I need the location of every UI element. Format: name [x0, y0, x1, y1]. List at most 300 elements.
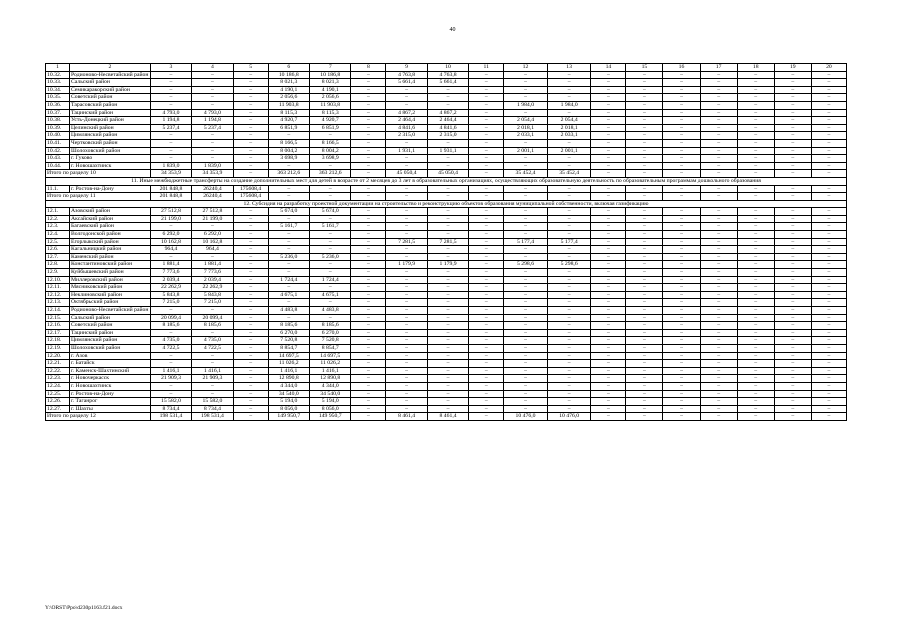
value-cell: – — [150, 360, 191, 368]
column-number: 20 — [811, 64, 846, 72]
value-cell: – — [774, 117, 811, 125]
value-cell: – — [700, 413, 737, 421]
value-cell: – — [811, 79, 846, 87]
value-cell: 2 464,4 — [427, 117, 468, 125]
value-cell: – — [626, 185, 663, 193]
value-cell: – — [469, 170, 504, 178]
value-cell: 1 931,1 — [427, 147, 468, 155]
value-cell: – — [268, 193, 309, 201]
value-cell: – — [351, 170, 386, 178]
value-cell: – — [504, 269, 548, 277]
row-code: 12.16. — [46, 322, 70, 330]
value-cell: – — [700, 382, 737, 390]
value-cell: – — [591, 322, 626, 330]
municipality-name: Миллеровский район — [70, 276, 151, 284]
municipality-name: Советский район — [70, 94, 151, 102]
value-cell: – — [700, 162, 737, 170]
value-cell: – — [469, 375, 504, 383]
value-cell: 8 461,4 — [427, 413, 468, 421]
value-cell: – — [351, 307, 386, 315]
value-cell: 8 021,3 — [310, 79, 351, 87]
value-cell: – — [192, 79, 233, 87]
value-cell: – — [591, 109, 626, 117]
value-cell: – — [737, 398, 774, 406]
value-cell: – — [663, 375, 700, 383]
value-cell: – — [504, 352, 548, 360]
value-cell: – — [547, 246, 591, 254]
value-cell: – — [774, 170, 811, 178]
value-cell: – — [386, 223, 427, 231]
value-cell: – — [547, 94, 591, 102]
municipality-name: г. Таганрог — [70, 398, 151, 406]
value-cell: 2 056,6 — [310, 94, 351, 102]
value-cell: – — [737, 132, 774, 140]
value-cell: – — [427, 139, 468, 147]
value-cell: 5 661,4 — [386, 79, 427, 87]
value-cell: – — [663, 322, 700, 330]
value-cell: – — [737, 382, 774, 390]
table-row — [46, 307, 847, 315]
value-cell: – — [386, 405, 427, 413]
table-row — [46, 276, 847, 284]
value-cell: – — [591, 276, 626, 284]
table-row — [46, 322, 847, 330]
value-cell: 8 854,7 — [268, 344, 309, 352]
value-cell: – — [547, 375, 591, 383]
value-cell: – — [351, 162, 386, 170]
value-cell: – — [626, 299, 663, 307]
value-cell: – — [774, 314, 811, 322]
value-cell: 7 281,5 — [427, 238, 468, 246]
value-cell: – — [504, 276, 548, 284]
value-cell: – — [351, 261, 386, 269]
municipality-name: Цимлянский район — [70, 337, 151, 345]
value-cell: – — [427, 344, 468, 352]
value-cell: – — [427, 269, 468, 277]
value-cell: – — [268, 299, 309, 307]
value-cell: – — [737, 261, 774, 269]
value-cell: – — [504, 375, 548, 383]
row-code: 10.34. — [46, 86, 70, 94]
row-code: 12.19. — [46, 344, 70, 352]
table-row — [46, 253, 847, 261]
value-cell: – — [737, 276, 774, 284]
value-cell: – — [811, 337, 846, 345]
row-code: 12.18. — [46, 337, 70, 345]
value-cell: 10 186,8 — [268, 71, 309, 79]
value-cell: 7 773,6 — [150, 269, 191, 277]
value-cell: – — [811, 413, 846, 421]
value-cell: – — [469, 398, 504, 406]
value-cell: 2 315,0 — [427, 132, 468, 140]
value-cell: – — [626, 101, 663, 109]
value-cell: 1 416,1 — [150, 367, 191, 375]
value-cell: – — [591, 79, 626, 87]
value-cell: – — [351, 147, 386, 155]
budget-table — [45, 63, 847, 421]
value-cell: – — [547, 314, 591, 322]
value-cell: – — [774, 352, 811, 360]
value-cell: – — [700, 299, 737, 307]
value-cell: – — [547, 299, 591, 307]
value-cell: – — [469, 231, 504, 239]
value-cell: – — [700, 367, 737, 375]
row-code: 12.26. — [46, 398, 70, 406]
value-cell: – — [547, 329, 591, 337]
value-cell: – — [591, 223, 626, 231]
value-cell: – — [700, 269, 737, 277]
municipality-name: Советский район — [70, 322, 151, 330]
value-cell: 5 661,4 — [427, 79, 468, 87]
table-row — [46, 352, 847, 360]
row-code: 12.3. — [46, 223, 70, 231]
value-cell: – — [811, 185, 846, 193]
value-cell: – — [663, 367, 700, 375]
value-cell: – — [427, 231, 468, 239]
value-cell: – — [663, 405, 700, 413]
value-cell: – — [591, 215, 626, 223]
value-cell: 4 675,1 — [268, 291, 309, 299]
value-cell: – — [427, 382, 468, 390]
value-cell: – — [268, 314, 309, 322]
value-cell: – — [427, 367, 468, 375]
municipality-name: Шолоховский район — [70, 344, 151, 352]
value-cell: – — [386, 208, 427, 216]
value-cell: 8 021,3 — [268, 79, 309, 87]
value-cell: – — [504, 299, 548, 307]
value-cell: 2 054,4 — [547, 117, 591, 125]
row-code: 12.20. — [46, 352, 70, 360]
value-cell: – — [811, 405, 846, 413]
value-cell: 10 186,8 — [310, 71, 351, 79]
value-cell: – — [150, 101, 191, 109]
value-cell: 8 056,0 — [268, 405, 309, 413]
value-cell: – — [192, 94, 233, 102]
value-cell: 10 162,8 — [150, 238, 191, 246]
value-cell: – — [700, 223, 737, 231]
value-cell: – — [811, 276, 846, 284]
municipality-name: Егорлыкский район — [70, 238, 151, 246]
value-cell: – — [504, 193, 548, 201]
value-cell: – — [469, 405, 504, 413]
value-cell: – — [591, 246, 626, 254]
value-cell: 175608,4 — [233, 193, 268, 201]
value-cell: – — [469, 139, 504, 147]
value-cell: – — [547, 253, 591, 261]
row-code: 12.4. — [46, 231, 70, 239]
value-cell: – — [663, 246, 700, 254]
value-cell: – — [427, 337, 468, 345]
value-cell: – — [663, 253, 700, 261]
row-code: 12.14. — [46, 307, 70, 315]
value-cell: – — [427, 329, 468, 337]
value-cell: – — [774, 185, 811, 193]
value-cell: – — [626, 276, 663, 284]
value-cell: – — [233, 124, 268, 132]
table-row — [46, 71, 847, 79]
value-cell: – — [351, 231, 386, 239]
table-row — [46, 367, 847, 375]
column-number: 16 — [663, 64, 700, 72]
value-cell: – — [811, 86, 846, 94]
row-code: 12.17. — [46, 329, 70, 337]
value-cell: – — [150, 390, 191, 398]
value-cell: – — [663, 291, 700, 299]
value-cell: – — [591, 344, 626, 352]
row-code: 12.9. — [46, 269, 70, 277]
value-cell: – — [233, 329, 268, 337]
table-row — [46, 238, 847, 246]
value-cell: – — [351, 299, 386, 307]
value-cell: 149 950,7 — [268, 413, 309, 421]
value-cell: – — [150, 139, 191, 147]
value-cell: – — [663, 94, 700, 102]
row-code: 12.10. — [46, 276, 70, 284]
value-cell: – — [591, 337, 626, 345]
value-cell: – — [469, 117, 504, 125]
value-cell: – — [150, 132, 191, 140]
municipality-name: Цимлянский район — [70, 132, 151, 140]
value-cell: – — [591, 360, 626, 368]
value-cell: 35 452,4 — [504, 170, 548, 178]
section-heading-row — [46, 200, 847, 208]
value-cell: 363 212,6 — [268, 170, 309, 178]
value-cell: – — [351, 329, 386, 337]
value-cell: – — [192, 307, 233, 315]
column-number: 14 — [591, 64, 626, 72]
value-cell: – — [386, 291, 427, 299]
value-cell: 4 344,0 — [310, 382, 351, 390]
value-cell: 1 194,8 — [192, 117, 233, 125]
table-row — [46, 79, 847, 87]
value-cell: – — [774, 86, 811, 94]
value-cell: – — [811, 367, 846, 375]
value-cell: – — [150, 307, 191, 315]
value-cell: 7 215,0 — [150, 299, 191, 307]
value-cell: – — [386, 185, 427, 193]
value-cell: – — [351, 238, 386, 246]
value-cell: – — [626, 86, 663, 94]
value-cell: – — [811, 352, 846, 360]
value-cell: – — [774, 284, 811, 292]
value-cell: – — [351, 360, 386, 368]
total-label: Итого по разделу 11 — [46, 193, 151, 201]
value-cell: – — [700, 86, 737, 94]
row-code: 10.36. — [46, 101, 70, 109]
value-cell: – — [547, 352, 591, 360]
value-cell: – — [547, 276, 591, 284]
row-code: 12.15. — [46, 314, 70, 322]
value-cell: – — [700, 360, 737, 368]
value-cell: – — [310, 299, 351, 307]
value-cell: – — [351, 86, 386, 94]
value-cell: 4 841,6 — [386, 124, 427, 132]
value-cell: – — [663, 284, 700, 292]
value-cell: 5 177,4 — [547, 238, 591, 246]
value-cell: – — [663, 147, 700, 155]
value-cell: – — [737, 413, 774, 421]
value-cell: – — [663, 352, 700, 360]
value-cell: 1 931,1 — [386, 147, 427, 155]
value-cell: 4 722,5 — [192, 344, 233, 352]
value-cell: – — [427, 398, 468, 406]
table-row — [46, 360, 847, 368]
row-code: 10.32. — [46, 71, 70, 79]
municipality-name: Каменский район — [70, 253, 151, 261]
value-cell: – — [547, 291, 591, 299]
value-cell: – — [811, 329, 846, 337]
value-cell: – — [504, 360, 548, 368]
value-cell: – — [663, 344, 700, 352]
value-cell: 1 179,9 — [386, 261, 427, 269]
value-cell: 10 476,0 — [547, 413, 591, 421]
column-number: 18 — [737, 64, 774, 72]
row-code: 12.11. — [46, 284, 70, 292]
value-cell: – — [737, 284, 774, 292]
value-cell: – — [700, 329, 737, 337]
value-cell: – — [591, 185, 626, 193]
value-cell: 1 724,4 — [310, 276, 351, 284]
value-cell: 15 582,0 — [150, 398, 191, 406]
value-cell: – — [547, 337, 591, 345]
value-cell: – — [427, 208, 468, 216]
value-cell: – — [774, 162, 811, 170]
value-cell: – — [192, 329, 233, 337]
value-cell: – — [811, 269, 846, 277]
municipality-name: Шолоховский район — [70, 147, 151, 155]
value-cell: – — [233, 94, 268, 102]
value-cell: – — [774, 124, 811, 132]
value-cell: – — [469, 79, 504, 87]
value-cell: – — [591, 413, 626, 421]
value-cell: – — [591, 329, 626, 337]
municipality-name: Волгодонской район — [70, 231, 151, 239]
value-cell: 12 890,8 — [310, 375, 351, 383]
value-cell: – — [351, 367, 386, 375]
value-cell: – — [233, 253, 268, 261]
value-cell: 5 843,8 — [192, 291, 233, 299]
value-cell: 6 851,9 — [268, 124, 309, 132]
value-cell: – — [469, 352, 504, 360]
value-cell: – — [386, 86, 427, 94]
value-cell: – — [811, 360, 846, 368]
value-cell: – — [351, 276, 386, 284]
value-cell: – — [663, 170, 700, 178]
value-cell: – — [386, 344, 427, 352]
value-cell: – — [811, 101, 846, 109]
value-cell: – — [811, 398, 846, 406]
value-cell: 4 920,7 — [310, 117, 351, 125]
value-cell: – — [351, 352, 386, 360]
value-cell: – — [233, 101, 268, 109]
value-cell: – — [351, 269, 386, 277]
value-cell: – — [351, 139, 386, 147]
municipality-name: Октябрьский район — [70, 299, 151, 307]
value-cell: – — [192, 352, 233, 360]
value-cell: 1 839,0 — [150, 162, 191, 170]
value-cell: – — [469, 390, 504, 398]
value-cell: – — [504, 405, 548, 413]
value-cell: – — [351, 390, 386, 398]
value-cell: – — [811, 94, 846, 102]
value-cell: – — [774, 269, 811, 277]
value-cell: – — [268, 246, 309, 254]
value-cell: 26240,4 — [192, 185, 233, 193]
value-cell: – — [700, 337, 737, 345]
value-cell: – — [192, 71, 233, 79]
value-cell: 2 039,4 — [150, 276, 191, 284]
value-cell: – — [150, 155, 191, 163]
value-cell: 3 698,9 — [268, 155, 309, 163]
municipality-name: г. Новочеркасск — [70, 375, 151, 383]
value-cell: – — [811, 117, 846, 125]
value-cell: – — [427, 360, 468, 368]
value-cell: – — [663, 299, 700, 307]
value-cell: – — [663, 215, 700, 223]
value-cell: – — [663, 79, 700, 87]
value-cell: – — [351, 284, 386, 292]
value-cell: – — [626, 337, 663, 345]
value-cell: 21 199,0 — [150, 215, 191, 223]
table-row — [46, 398, 847, 406]
value-cell: – — [351, 246, 386, 254]
value-cell: – — [626, 215, 663, 223]
value-cell: – — [811, 223, 846, 231]
value-cell: – — [469, 109, 504, 117]
value-cell: 10 162,8 — [192, 238, 233, 246]
value-cell: – — [663, 71, 700, 79]
value-cell: – — [469, 147, 504, 155]
municipality-name: Кагальницкий район — [70, 246, 151, 254]
value-cell: 4 763,8 — [386, 71, 427, 79]
value-cell: – — [700, 276, 737, 284]
value-cell: 5 161,7 — [268, 223, 309, 231]
value-cell: – — [700, 284, 737, 292]
value-cell: 27 512,8 — [192, 208, 233, 216]
value-cell: – — [591, 291, 626, 299]
value-cell: 14 697,5 — [268, 352, 309, 360]
row-code: 10.39. — [46, 124, 70, 132]
value-cell: – — [737, 269, 774, 277]
value-cell: – — [469, 101, 504, 109]
value-cell: – — [626, 208, 663, 216]
value-cell: – — [268, 284, 309, 292]
value-cell: – — [386, 231, 427, 239]
value-cell: – — [386, 101, 427, 109]
table-row — [46, 337, 847, 345]
value-cell: – — [233, 86, 268, 94]
value-cell: – — [591, 253, 626, 261]
value-cell: – — [774, 382, 811, 390]
total-row — [46, 193, 847, 201]
value-cell: 175608,4 — [233, 185, 268, 193]
table-row — [46, 162, 847, 170]
municipality-name: Тацинский район — [70, 329, 151, 337]
value-cell: – — [192, 101, 233, 109]
value-cell: 8 056,0 — [310, 405, 351, 413]
value-cell: – — [626, 71, 663, 79]
value-cell: – — [233, 284, 268, 292]
value-cell: 4 793,0 — [192, 109, 233, 117]
value-cell: – — [351, 117, 386, 125]
value-cell: 5 177,4 — [504, 238, 548, 246]
municipality-name: Усть-Донецкий район — [70, 117, 151, 125]
value-cell: – — [663, 193, 700, 201]
value-cell: – — [626, 246, 663, 254]
value-cell: – — [591, 231, 626, 239]
value-cell: 7 520,8 — [310, 337, 351, 345]
value-cell: – — [386, 329, 427, 337]
